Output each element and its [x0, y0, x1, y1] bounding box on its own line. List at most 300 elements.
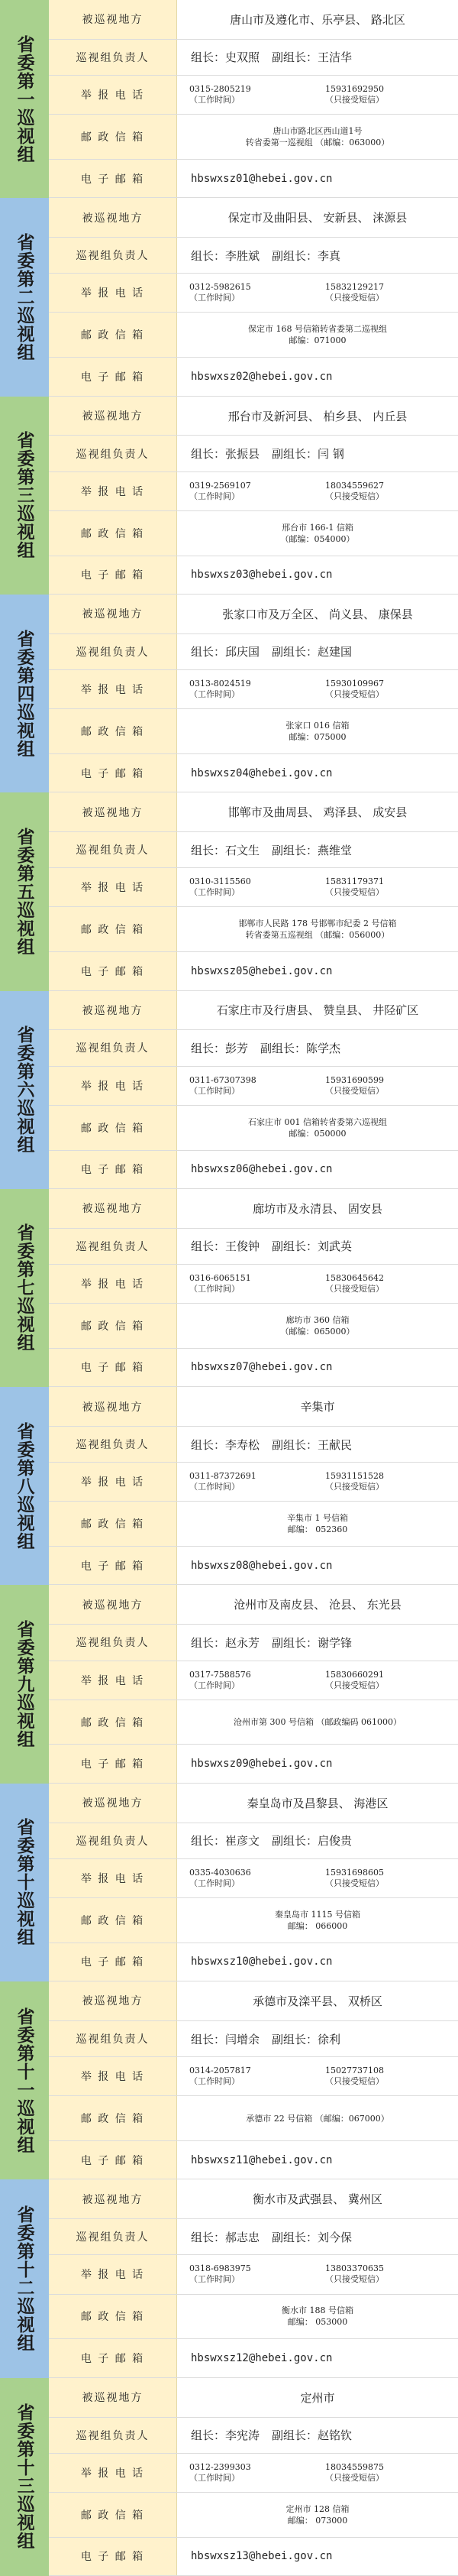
group-rows: [49, 1387, 458, 1585]
email-value[interactable]: hbswxsz01@hebei.gov.cn: [177, 160, 458, 197]
leader-label: 巡视组负责人: [49, 1427, 177, 1462]
mailbox-line-1: 保定市 168 号信箱转省委第二巡视组: [248, 324, 387, 335]
mailbox-value: [177, 1898, 458, 1943]
leader-prefix: 组长：: [191, 248, 226, 263]
mailbox-value: [177, 1502, 458, 1546]
mailbox-line-1: 邢台市 166-1 信箱: [282, 522, 353, 533]
deputy-name: 燕维堂: [318, 843, 353, 857]
sms-number[interactable]: 15831179371: [325, 876, 384, 887]
leader-value: [177, 832, 458, 867]
area-value: 秦皇岛市及昌黎县、 海港区: [177, 1784, 458, 1823]
leader-prefix: 组长：: [191, 50, 226, 65]
leader-row: [49, 238, 458, 274]
leader-row: [49, 1427, 458, 1463]
leader-row: [49, 2021, 458, 2057]
leader-prefix: 组长：: [191, 843, 226, 857]
area-row: [49, 2378, 458, 2418]
email-label: 电 子 邮 箱: [49, 2339, 177, 2377]
group-name: 省委第十二巡视组: [14, 2205, 35, 2353]
area-row: [49, 397, 458, 436]
email-value[interactable]: hbswxsz09@hebei.gov.cn: [177, 1745, 458, 1782]
email-value[interactable]: hbswxsz02@hebei.gov.cn: [177, 358, 458, 395]
sms-number[interactable]: 13803370635: [325, 2263, 384, 2274]
area-row: [49, 1784, 458, 1823]
phone-label: 举 报 电 话: [49, 1661, 177, 1700]
leader-row: [49, 1030, 458, 1066]
leader-prefix: 组长：: [191, 1041, 226, 1055]
group-name-band: [0, 0, 49, 198]
phone-value: [177, 274, 458, 312]
group-rows: [49, 792, 458, 990]
deputy-name: 王洁华: [318, 50, 353, 65]
leader-label: 巡视组负责人: [49, 634, 177, 669]
mailbox-label: 邮 政 信 箱: [49, 313, 177, 357]
area-label: 被巡视地方: [49, 2378, 177, 2417]
sms-number[interactable]: 18034559875: [325, 2461, 384, 2472]
mailbox-line-1: 张家口 016 信箱: [285, 720, 350, 731]
phone-number[interactable]: 0314-2057817: [189, 2066, 251, 2076]
mailbox-line-1: 定州市 128 信箱: [285, 2503, 350, 2514]
leader-name: 李宪涛: [225, 2429, 260, 2443]
leader-value: [177, 40, 458, 75]
group-name-band: [0, 2378, 49, 2576]
group-name: 省委第六巡视组: [14, 1026, 35, 1155]
group-name-band: [0, 991, 49, 1189]
phone-label: 举 报 电 话: [49, 2454, 177, 2492]
sms-number[interactable]: 15931690599: [325, 1074, 384, 1085]
sms-note: （只接受短信）: [325, 1283, 384, 1294]
leader-label: 巡视组负责人: [49, 1625, 177, 1660]
email-row: [49, 952, 458, 990]
leader-value: [177, 436, 458, 471]
work-time-note: （工作时间）: [189, 1482, 240, 1492]
inspection-group: [0, 1981, 458, 2179]
mailbox-label: 邮 政 信 箱: [49, 1502, 177, 1546]
area-value: 邢台市及新河县、 柏乡县、 内丘县: [177, 397, 458, 436]
mailbox-label: 邮 政 信 箱: [49, 1700, 177, 1745]
leader-prefix: 组长：: [191, 2032, 226, 2046]
mailbox-label: 邮 政 信 箱: [49, 2096, 177, 2140]
phone-row: [49, 1661, 458, 1700]
leader-row: [49, 2219, 458, 2255]
deputy-name: 刘今保: [318, 2230, 353, 2244]
area-row: [49, 792, 458, 832]
email-value[interactable]: hbswxsz11@hebei.gov.cn: [177, 2141, 458, 2179]
phone-label: 举 报 电 话: [49, 1265, 177, 1303]
sms-number[interactable]: 15931151528: [325, 1471, 384, 1482]
group-name: 省委第五巡视组: [14, 827, 35, 956]
group-name-band: [0, 1981, 49, 2179]
mailbox-value: [177, 907, 458, 951]
area-label: 被巡视地方: [49, 1585, 177, 1624]
email-label: 电 子 邮 箱: [49, 952, 177, 990]
mailbox-row: [49, 907, 458, 952]
area-label: 被巡视地方: [49, 595, 177, 633]
group-rows: [49, 991, 458, 1189]
phone-number[interactable]: 0335-4030636: [189, 1867, 251, 1878]
phone-number[interactable]: 0312-2399303: [189, 2461, 251, 2472]
work-time-note: （工作时间）: [189, 887, 240, 898]
area-value: 定州市: [177, 2378, 458, 2417]
mailbox-line-1: 承德市 22 号信箱 （邮编：067000）: [246, 2113, 389, 2124]
phone-number[interactable]: 0313-8024519: [189, 679, 251, 689]
leader-prefix: 组长：: [191, 645, 226, 659]
email-label: 电 子 邮 箱: [49, 1547, 177, 1584]
mailbox-line-1: 秦皇岛市 1115 号信箱: [275, 1909, 360, 1920]
group-rows: [49, 198, 458, 396]
email-value[interactable]: hbswxsz10@hebei.gov.cn: [177, 1943, 458, 1981]
leader-name: 李胜斌: [225, 248, 260, 263]
deputy-name: 刘武英: [318, 1239, 353, 1254]
inspection-group: [0, 595, 458, 792]
phone-value: [177, 2057, 458, 2095]
mailbox-line-2: （邮编：054000）: [280, 533, 355, 544]
area-value: 石家庄市及行唐县、 赞皇县、 井陉矿区: [177, 991, 458, 1030]
sms-note: （只接受短信）: [325, 1482, 384, 1492]
group-name-band: [0, 1585, 49, 1783]
email-label: 电 子 邮 箱: [49, 1745, 177, 1782]
mailbox-label: 邮 政 信 箱: [49, 1898, 177, 1943]
deputy-prefix: 副组长：: [272, 1437, 318, 1452]
group-name: 省委第十一巡视组: [14, 2007, 35, 2154]
email-value[interactable]: hbswxsz06@hebei.gov.cn: [177, 1151, 458, 1188]
leader-name: 张振县: [225, 447, 260, 462]
leader-row: [49, 1823, 458, 1859]
group-name-band: [0, 1189, 49, 1387]
mailbox-row: [49, 2096, 458, 2141]
mailbox-line-1: 邯郸市人民路 178 号邯郸市纪委 2 号信箱: [238, 919, 397, 929]
leader-value: [177, 1625, 458, 1660]
area-row: [49, 1387, 458, 1427]
deputy-name: 李真: [318, 248, 341, 263]
email-value[interactable]: hbswxsz07@hebei.gov.cn: [177, 1349, 458, 1386]
leader-value: [177, 1427, 458, 1462]
area-row: [49, 991, 458, 1031]
sms-note: （只接受短信）: [325, 2472, 384, 2483]
phone-value: [177, 868, 458, 906]
deputy-prefix: 副组长：: [272, 1635, 318, 1650]
group-name-band: [0, 198, 49, 396]
mailbox-row: [49, 2493, 458, 2538]
group-name-band: [0, 2179, 49, 2377]
mailbox-value: [177, 2295, 458, 2339]
area-row: [49, 2179, 458, 2219]
mailbox-line-1: 辛集市 1 号信箱: [287, 1513, 348, 1524]
leader-name: 邱庆国: [225, 645, 260, 659]
sms-number[interactable]: 15931698605: [325, 1867, 384, 1878]
sms-number[interactable]: 15830645642: [325, 1272, 384, 1283]
email-value[interactable]: hbswxsz04@hebei.gov.cn: [177, 754, 458, 792]
leader-value: [177, 2021, 458, 2056]
email-label: 电 子 邮 箱: [49, 754, 177, 792]
leader-name: 李寿松: [225, 1437, 260, 1452]
area-label: 被巡视地方: [49, 1387, 177, 1426]
group-name-band: [0, 1784, 49, 1981]
area-label: 被巡视地方: [49, 198, 177, 237]
phone-row: [49, 472, 458, 511]
sms-note: （只接受短信）: [325, 1085, 384, 1096]
deputy-name: 谢学锋: [318, 1635, 353, 1650]
deputy-prefix: 副组长：: [272, 1239, 318, 1254]
mailbox-value: [177, 2493, 458, 2537]
leader-row: [49, 2418, 458, 2454]
mailbox-line-2: 邮编： 066000: [287, 1920, 348, 1931]
area-value: 承德市及滦平县、 双桥区: [177, 1981, 458, 2020]
sms-note: （只接受短信）: [325, 1878, 384, 1888]
mailbox-line-1: 衡水市 188 号信箱: [282, 2305, 353, 2316]
inspection-group: [0, 1387, 458, 1585]
area-value: 辛集市: [177, 1387, 458, 1426]
mailbox-line-1: 沧州市第 300 号信箱 （邮政编码 061000）: [234, 1717, 402, 1727]
leader-name: 郝志忠: [225, 2230, 260, 2244]
group-rows: [49, 1189, 458, 1387]
leader-row: [49, 832, 458, 868]
area-label: 被巡视地方: [49, 0, 177, 39]
inspection-group: [0, 1585, 458, 1783]
inspection-group: [0, 991, 458, 1189]
mailbox-line-2: （邮编：065000）: [280, 1326, 355, 1337]
mailbox-row: [49, 2295, 458, 2340]
phone-value: [177, 1067, 458, 1105]
sms-note: （只接受短信）: [325, 95, 384, 105]
email-row: [49, 1151, 458, 1189]
inspection-group: [0, 1189, 458, 1387]
work-time-note: （工作时间）: [189, 2274, 240, 2285]
phone-value: [177, 76, 458, 114]
leader-row: [49, 1625, 458, 1661]
mailbox-line-2: 邮编： 053000: [287, 2317, 348, 2328]
area-label: 被巡视地方: [49, 792, 177, 831]
area-value: 保定市及曲阳县、 安新县、 涞源县: [177, 198, 458, 237]
phone-row: [49, 1859, 458, 1898]
leader-value: [177, 1030, 458, 1065]
phone-value: [177, 472, 458, 510]
sms-note: （只接受短信）: [325, 1680, 384, 1690]
work-time-note: （工作时间）: [189, 689, 240, 699]
leader-value: [177, 1229, 458, 1264]
group-rows: [49, 1784, 458, 1981]
email-label: 电 子 邮 箱: [49, 358, 177, 395]
mailbox-line-2: 邮编：075000: [289, 731, 347, 742]
email-row: [49, 358, 458, 396]
email-value[interactable]: hbswxsz13@hebei.gov.cn: [177, 2538, 458, 2575]
sms-number[interactable]: 18034559627: [325, 480, 384, 491]
area-label: 被巡视地方: [49, 1189, 177, 1228]
leader-prefix: 组长：: [191, 1635, 226, 1650]
deputy-prefix: 副组长：: [272, 843, 318, 857]
phone-number[interactable]: 0312-5982615: [189, 282, 251, 293]
group-name-band: [0, 595, 49, 792]
deputy-name: 赵铭钦: [318, 2429, 353, 2443]
inspection-group: [0, 397, 458, 595]
sms-note: （只接受短信）: [325, 293, 384, 303]
leader-name: 赵永芳: [225, 1635, 260, 1650]
phone-row: [49, 274, 458, 313]
phone-row: [49, 868, 458, 907]
work-time-note: （工作时间）: [189, 1878, 240, 1888]
mailbox-value: [177, 1106, 458, 1150]
phone-number[interactable]: 0318-6983975: [189, 2263, 251, 2274]
group-name: 省委第四巡视组: [14, 629, 35, 758]
mailbox-value: [177, 709, 458, 753]
group-name: 省委第三巡视组: [14, 431, 35, 560]
phone-number[interactable]: 0316-6065151: [189, 1272, 251, 1283]
phone-value: [177, 2255, 458, 2293]
deputy-prefix: 副组长：: [272, 2230, 318, 2244]
sms-number[interactable]: 15931692950: [325, 84, 384, 95]
phone-label: 举 报 电 话: [49, 2255, 177, 2293]
phone-number[interactable]: 0311-67307398: [189, 1074, 256, 1085]
leader-value: [177, 1823, 458, 1858]
mailbox-line-1: 廊坊市 360 信箱: [285, 1314, 350, 1325]
deputy-prefix: 副组长：: [272, 2032, 318, 2046]
leader-label: 巡视组负责人: [49, 2418, 177, 2453]
phone-number[interactable]: 0319-2569107: [189, 480, 251, 491]
email-value[interactable]: hbswxsz08@hebei.gov.cn: [177, 1547, 458, 1584]
phone-label: 举 报 电 话: [49, 274, 177, 312]
mailbox-row: [49, 1106, 458, 1151]
email-row: [49, 1943, 458, 1981]
sms-note: （只接受短信）: [325, 2274, 384, 2285]
group-name-band: [0, 1387, 49, 1585]
group-name: 省委第二巡视组: [14, 232, 35, 361]
work-time-note: （工作时间）: [189, 293, 240, 303]
group-name-band: [0, 792, 49, 990]
email-value[interactable]: hbswxsz12@hebei.gov.cn: [177, 2339, 458, 2377]
email-label: 电 子 邮 箱: [49, 2141, 177, 2179]
deputy-name: 启俊贵: [318, 1834, 353, 1849]
sms-number[interactable]: 15930109967: [325, 679, 384, 689]
inspection-group: [0, 792, 458, 990]
email-row: [49, 2339, 458, 2377]
area-value: 廊坊市及永清县、 固安县: [177, 1189, 458, 1228]
mailbox-label: 邮 政 信 箱: [49, 1304, 177, 1348]
mailbox-label: 邮 政 信 箱: [49, 2295, 177, 2339]
leader-name: 崔彦文: [225, 1834, 260, 1849]
phone-number[interactable]: 0315-2805219: [189, 84, 251, 95]
email-row: [49, 1745, 458, 1783]
sms-number[interactable]: 15830660291: [325, 1669, 384, 1680]
group-name: 省委第一巡视组: [14, 34, 35, 164]
group-name: 省委第九巡视组: [14, 1620, 35, 1749]
phone-value: [177, 1859, 458, 1897]
work-time-note: （工作时间）: [189, 1283, 240, 1294]
group-rows: [49, 1981, 458, 2179]
leader-prefix: 组长：: [191, 2429, 226, 2443]
area-value: 张家口市及万全区、 尚义县、 康保县: [177, 595, 458, 633]
email-label: 电 子 邮 箱: [49, 160, 177, 197]
area-row: [49, 595, 458, 634]
leader-label: 巡视组负责人: [49, 2021, 177, 2056]
area-row: [49, 0, 458, 40]
leader-value: [177, 634, 458, 669]
leader-name: 王俊钟: [225, 1239, 260, 1254]
mailbox-row: [49, 1700, 458, 1745]
leader-name: 闫增余: [225, 2032, 260, 2046]
mailbox-row: [49, 1898, 458, 1943]
phone-label: 举 报 电 话: [49, 1859, 177, 1897]
phone-number[interactable]: 0311-87372691: [189, 1471, 256, 1482]
mailbox-label: 邮 政 信 箱: [49, 1106, 177, 1150]
email-row: [49, 1547, 458, 1585]
email-value[interactable]: hbswxsz05@hebei.gov.cn: [177, 952, 458, 990]
leader-value: [177, 2418, 458, 2453]
group-name: 省委第十三巡视组: [14, 2403, 35, 2551]
work-time-note: （工作时间）: [189, 491, 240, 501]
area-row: [49, 1981, 458, 2021]
leader-label: 巡视组负责人: [49, 1823, 177, 1858]
group-name: 省委第七巡视组: [14, 1223, 35, 1353]
phone-row: [49, 2057, 458, 2096]
mailbox-value: [177, 2096, 458, 2140]
mailbox-label: 邮 政 信 箱: [49, 2493, 177, 2537]
mailbox-value: [177, 1700, 458, 1745]
work-time-note: （工作时间）: [189, 2472, 240, 2483]
area-row: [49, 1189, 458, 1229]
sms-number[interactable]: 15027737108: [325, 2066, 384, 2076]
group-rows: [49, 397, 458, 595]
phone-number[interactable]: 0310-3115560: [189, 876, 251, 887]
sms-note: （只接受短信）: [325, 887, 384, 898]
leader-name: 史双照: [225, 50, 260, 65]
email-label: 电 子 邮 箱: [49, 2538, 177, 2575]
email-label: 电 子 邮 箱: [49, 1943, 177, 1981]
leader-label: 巡视组负责人: [49, 832, 177, 867]
email-row: [49, 556, 458, 595]
deputy-name: 闫 钢: [318, 447, 344, 462]
deputy-prefix: 副组长：: [272, 50, 318, 65]
area-label: 被巡视地方: [49, 2179, 177, 2218]
mailbox-row: [49, 1502, 458, 1547]
sms-number[interactable]: 15832129217: [325, 282, 384, 293]
phone-row: [49, 1265, 458, 1304]
leader-name: 石文生: [225, 843, 260, 857]
leader-label: 巡视组负责人: [49, 2219, 177, 2254]
work-time-note: （工作时间）: [189, 95, 240, 105]
leader-value: [177, 2219, 458, 2254]
leader-row: [49, 40, 458, 76]
email-row: [49, 160, 458, 198]
email-value[interactable]: hbswxsz03@hebei.gov.cn: [177, 556, 458, 594]
deputy-prefix: 副组长：: [272, 645, 318, 659]
email-row: [49, 754, 458, 792]
sms-note: （只接受短信）: [325, 491, 384, 501]
phone-value: [177, 1463, 458, 1501]
group-rows: [49, 1585, 458, 1783]
area-value: 唐山市及遵化市、乐亭县、 路北区: [177, 0, 458, 39]
leader-row: [49, 1229, 458, 1265]
mailbox-line-2: 邮编： 073000: [287, 2515, 348, 2526]
phone-row: [49, 2454, 458, 2493]
phone-value: [177, 1661, 458, 1700]
deputy-name: 赵建国: [318, 645, 353, 659]
area-label: 被巡视地方: [49, 991, 177, 1030]
leader-prefix: 组长：: [191, 447, 226, 462]
mailbox-label: 邮 政 信 箱: [49, 709, 177, 753]
phone-label: 举 报 电 话: [49, 472, 177, 510]
mailbox-line-2: 邮编： 052360: [287, 1525, 348, 1535]
leader-name: 彭芳: [225, 1041, 249, 1055]
work-time-note: （工作时间）: [189, 1085, 240, 1096]
leader-value: [177, 238, 458, 273]
email-label: 电 子 邮 箱: [49, 1151, 177, 1188]
email-row: [49, 2141, 458, 2179]
mailbox-row: [49, 511, 458, 556]
area-value: 衡水市及武强县、 冀州区: [177, 2179, 458, 2218]
phone-number[interactable]: 0317-7588576: [189, 1669, 251, 1680]
deputy-prefix: 副组长：: [260, 1041, 307, 1055]
group-name: 省委第八巡视组: [14, 1421, 35, 1550]
